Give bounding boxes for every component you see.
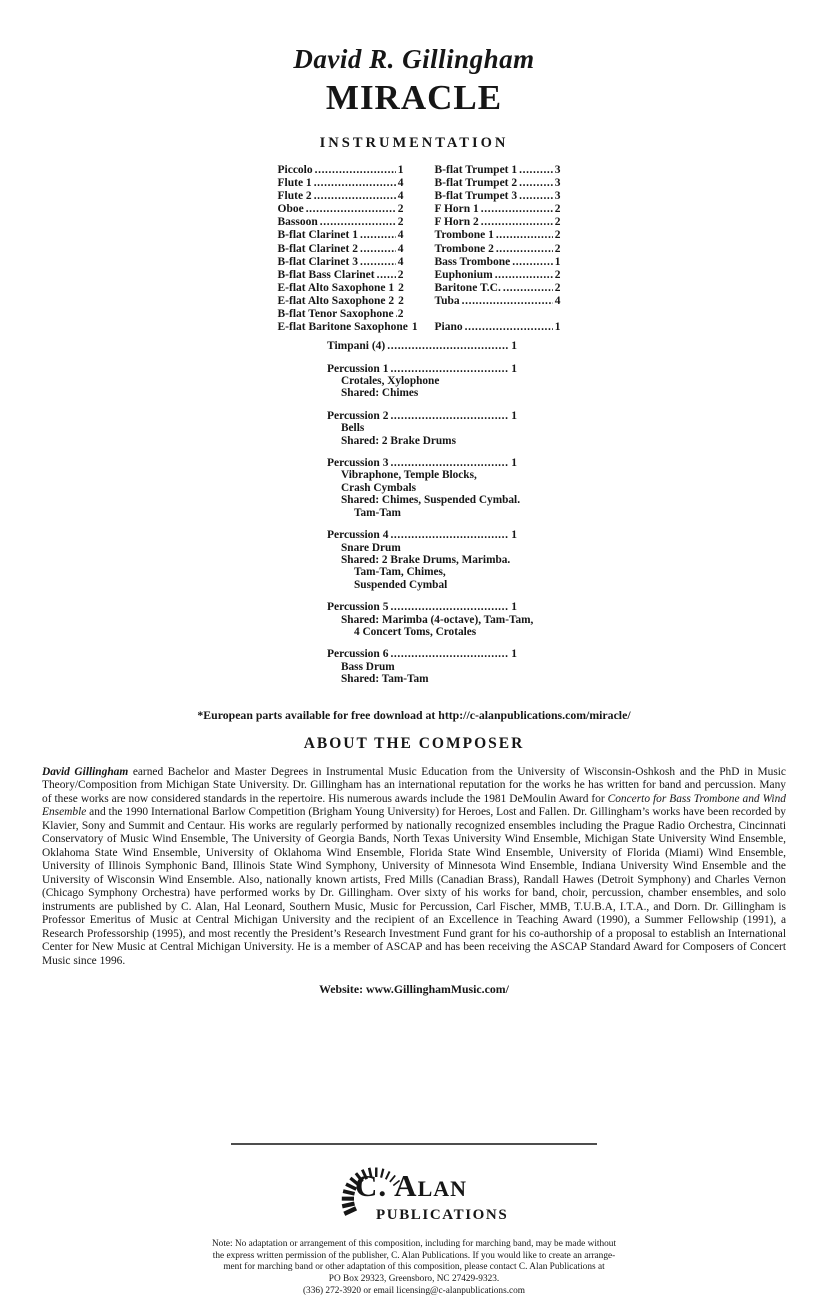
instrument-count: 2 xyxy=(398,308,404,321)
instrument-count: 1 xyxy=(555,321,561,334)
instrument-count: 3 xyxy=(555,164,561,177)
instrument-count: 1 xyxy=(511,457,517,469)
percussion-detail: Shared: Tam-Tam xyxy=(327,673,517,685)
instrument-row xyxy=(278,295,404,308)
percussion-group-6 xyxy=(327,648,517,685)
copyright-note-line: the express written permission of the publisher, C. Alan Publications. If you would like to create an arrange- xyxy=(0,1251,828,1263)
dotted-leader xyxy=(462,295,553,308)
percussion-group-1 xyxy=(327,363,517,400)
instrument-count: 2 xyxy=(555,269,561,282)
instrument-count: 1 xyxy=(555,256,561,269)
dotted-leader xyxy=(512,256,553,269)
instrument-row xyxy=(278,216,404,229)
dotted-leader xyxy=(519,190,553,203)
instrument-label: Percussion 5 xyxy=(327,601,388,613)
dotted-leader xyxy=(390,529,509,541)
instrument-row xyxy=(435,282,561,295)
instrument-count: 1 xyxy=(511,410,517,422)
instrument-label: Trombone 2 xyxy=(435,243,494,256)
instrument-count: 1 xyxy=(511,601,517,613)
instrument-row xyxy=(435,203,561,216)
instrument-count: 1 xyxy=(511,648,517,660)
instrumentation-heading: INSTRUMENTATION xyxy=(0,134,828,152)
dotted-leader xyxy=(320,216,396,229)
publisher-subtitle: PUBLICATIONS xyxy=(376,1206,508,1224)
percussion-detail: Suspended Cymbal xyxy=(327,579,517,591)
instrument-label: Tuba xyxy=(435,295,460,308)
dotted-leader xyxy=(465,321,553,334)
instrument-row xyxy=(327,648,517,660)
copyright-note xyxy=(0,1239,828,1298)
instrument-count: 2 xyxy=(398,216,404,229)
instrument-row xyxy=(435,164,561,177)
dotted-leader xyxy=(360,229,396,242)
instrument-label: E-flat Baritone Saxophone xyxy=(278,321,408,334)
instrument-row xyxy=(278,308,404,321)
instrument-count: 4 xyxy=(398,256,404,269)
instrument-row-piano xyxy=(435,321,561,334)
bio-text-2: and the 1990 International Barlow Competition (Brigham Young University) for Heroes, Lost and Fallen. Dr. Gillingham’s works have been recorded by Klavier, Sony and Summit and Centaur. His works are regularly performed by nationally recognized ensembles including the Prague Radio Orchestra, Cincinnati Conservatory of Music Wind Ensemble, The University of Georgia Bands, North Texas University Wind Ensemble, Michigan State University Wind Ensemble, Oklahoma State Wind Ensemble, University of Oklahoma Wind Ensemble, Florida State Wind Ensemble, University of Florida (Miami) Wind Ensemble, University of Illinois Symphonic Band, Illinois State Wind Symphony, University of Minnesota Wind Ensemble, Indiana University Wind Ensemble and the University of Wisconsin Wind Ensemble. Also, nationally known artists, Fred Mills (Canadian Brass), Randall Hawes (Detroit Symphony) and Charles Vernon (Chicago Symphony Orchestra) have performed works by Dr. Gillingham. Over sixty of his works for band, choir, percussion, chamber ensembles, and solo instruments are published by C. Alan, Hal Leonard, Southern Music, Music for Percussion, Carl Fischer, MMB, T.U.B.A, I.T.A., and Dorn. Dr. Gillingham is Professor Emeritus of Music at Central Michigan University and the recipient of an Excellence in Teaching Award (1990), a Summer Fellowship (1991), a Research Professorship (1995), and most recently the President’s Research Investment Fund grant for his co-authorship of a proposal to establish an International Center for New Music at Central Michigan University. He is a member of ASCAP and has been receiving the ASCAP Standard Award for Composers of Concert Music since 1996. xyxy=(42,806,786,967)
instrument-row xyxy=(278,164,404,177)
instrument-row xyxy=(278,256,404,269)
copyright-note-line: (336) 272-3920 or email licensing@c-alanpublications.com xyxy=(0,1286,828,1298)
instrument-label: B-flat Tenor Saxophone xyxy=(278,308,394,321)
instrument-count: 2 xyxy=(398,269,404,282)
column-spacer xyxy=(435,308,561,321)
instrument-row xyxy=(278,203,404,216)
percussion-detail: Shared: Marimba (4-octave), Tam-Tam, xyxy=(327,614,517,626)
dotted-leader xyxy=(390,410,509,422)
work-title: MIRACLE xyxy=(0,76,828,120)
percussion-group-5 xyxy=(327,601,517,638)
percussion-detail: Tam-Tam, Chimes, xyxy=(327,566,517,578)
instrument-column-left xyxy=(278,164,404,334)
instrument-label: B-flat Trumpet 3 xyxy=(435,190,518,203)
dotted-leader xyxy=(390,648,509,660)
instrument-count: 4 xyxy=(398,243,404,256)
instrument-row xyxy=(278,177,404,190)
dotted-leader xyxy=(496,229,553,242)
instrument-count: 2 xyxy=(555,229,561,242)
instrument-label: Bassoon xyxy=(278,216,318,229)
instrument-label: Piano xyxy=(435,321,463,334)
composer-name: David R. Gillingham xyxy=(0,42,828,76)
copyright-note-line: Note: No adaptation or arrangement of this composition, including for marching band, may be made without xyxy=(0,1239,828,1251)
instrument-row xyxy=(435,295,561,308)
instrument-label: B-flat Clarinet 3 xyxy=(278,256,358,269)
instrument-count: 2 xyxy=(398,282,404,295)
percussion-detail: Tam-Tam xyxy=(327,507,517,519)
instrument-label: Flute 1 xyxy=(278,177,312,190)
percussion-group-2 xyxy=(327,410,517,447)
instrument-row xyxy=(278,243,404,256)
percussion-detail: Vibraphone, Temple Blocks, xyxy=(327,469,517,481)
instrument-row xyxy=(327,340,517,352)
dotted-leader xyxy=(377,269,396,282)
instrument-label: Oboe xyxy=(278,203,304,216)
instrument-label: Percussion 2 xyxy=(327,410,388,422)
instrument-label: Percussion 6 xyxy=(327,648,388,660)
instrument-row xyxy=(435,190,561,203)
website-line: Website: www.GillinghamMusic.com/ xyxy=(0,982,828,996)
instrument-row xyxy=(278,269,404,282)
percussion-detail: Bells xyxy=(327,422,517,434)
instrument-count: 4 xyxy=(398,177,404,190)
instrument-row xyxy=(435,177,561,190)
bio-work-title: Concerto for Bass Trombone and Wind Ensemble xyxy=(42,793,786,819)
instrument-label: Euphonium xyxy=(435,269,493,282)
percussion-detail: Shared: Chimes, Suspended Cymbal. xyxy=(327,494,517,506)
divider-rule xyxy=(231,1143,597,1145)
instrument-count: 4 xyxy=(398,229,404,242)
instrument-label: B-flat Trumpet 1 xyxy=(435,164,518,177)
instrument-count: 1 xyxy=(511,529,517,541)
dotted-leader xyxy=(495,269,553,282)
instrument-row xyxy=(435,256,561,269)
instrument-count: 1 xyxy=(412,321,418,334)
instrument-label: Flute 2 xyxy=(278,190,312,203)
instrument-columns xyxy=(5,164,828,334)
instrument-label: E-flat Alto Saxophone 2 xyxy=(278,295,395,308)
instrument-count: 4 xyxy=(555,295,561,308)
percussion-detail: Shared: Chimes xyxy=(327,387,517,399)
instrument-count: 3 xyxy=(555,177,561,190)
instrument-column-right xyxy=(435,164,561,334)
instrument-count: 2 xyxy=(555,203,561,216)
instrument-row xyxy=(278,282,404,295)
instrument-row xyxy=(278,229,404,242)
instrument-row xyxy=(327,529,517,541)
instrument-row xyxy=(327,457,517,469)
percussion-group-timpani xyxy=(327,340,517,352)
instrument-count: 1 xyxy=(511,363,517,375)
instrument-label: Percussion 3 xyxy=(327,457,388,469)
instrument-row xyxy=(278,190,404,203)
instrument-label: Timpani (4) xyxy=(327,340,385,352)
dotted-leader xyxy=(481,203,553,216)
instrument-count: 1 xyxy=(511,340,517,352)
percussion-detail: 4 Concert Toms, Crotales xyxy=(327,626,517,638)
percussion-group-4 xyxy=(327,529,517,591)
dotted-leader xyxy=(503,282,553,295)
instrument-label: B-flat Trumpet 2 xyxy=(435,177,518,190)
dotted-leader xyxy=(314,177,396,190)
dotted-leader xyxy=(387,340,509,352)
percussion-detail: Crotales, Xylophone xyxy=(327,375,517,387)
instrument-count: 2 xyxy=(555,282,561,295)
dotted-leader xyxy=(481,216,553,229)
percussion-detail: Bass Drum xyxy=(327,661,517,673)
instrument-label: F Horn 1 xyxy=(435,203,479,216)
dotted-leader xyxy=(360,243,396,256)
percussion-list xyxy=(327,340,517,685)
instrument-label: Trombone 1 xyxy=(435,229,494,242)
bio-text-1: earned Bachelor and Master Degrees in Instrumental Music Education from the University of Wisconsin-Oshkosh and the PhD in Music Theory/Composition from Michigan State University. Dr. Gillingham has an international reputation for the works he has written for band and percussion. Many of these works are now considered standards in the repertoire. His numerous awards include the 1981 DeMoulin Award for xyxy=(42,766,786,805)
instrument-count: 4 xyxy=(398,190,404,203)
instrument-label: Percussion 1 xyxy=(327,363,388,375)
copyright-note-line: PO Box 29323, Greensboro, NC 27429-9323. xyxy=(0,1274,828,1286)
copyright-note-line: ment for marching band or other adaptation of this composition, please contact C. Alan Publications at xyxy=(0,1262,828,1274)
instrument-label: Baritone T.C. xyxy=(435,282,501,295)
dotted-leader xyxy=(314,190,396,203)
about-composer-heading: ABOUT THE COMPOSER xyxy=(0,734,828,754)
dotted-leader xyxy=(390,457,509,469)
instrument-row xyxy=(278,321,404,334)
publisher-name: C. Alan xyxy=(355,1169,467,1203)
instrument-label: B-flat Clarinet 1 xyxy=(278,229,358,242)
instrument-count: 2 xyxy=(398,203,404,216)
bio-lead-name: David Gillingham xyxy=(42,766,128,778)
dotted-leader xyxy=(315,164,396,177)
composer-bio xyxy=(42,766,786,969)
instrument-label: Piccolo xyxy=(278,164,313,177)
instrument-count: 3 xyxy=(555,190,561,203)
instrument-count: 2 xyxy=(555,243,561,256)
publisher-logo xyxy=(319,1155,509,1235)
instrument-label: B-flat Clarinet 2 xyxy=(278,243,358,256)
dotted-leader xyxy=(390,601,509,613)
instrument-label: Percussion 4 xyxy=(327,529,388,541)
percussion-detail: Snare Drum xyxy=(327,542,517,554)
european-parts-note: *European parts available for free download at http://c-alanpublications.com/miracle/ xyxy=(0,708,828,722)
percussion-group-3 xyxy=(327,457,517,519)
instrument-label: B-flat Bass Clarinet xyxy=(278,269,375,282)
instrument-row xyxy=(327,601,517,613)
instrument-label: E-flat Alto Saxophone 1 xyxy=(278,282,395,295)
instrument-row xyxy=(327,410,517,422)
instrument-count: 1 xyxy=(398,164,404,177)
dotted-leader xyxy=(519,177,553,190)
percussion-detail: Crash Cymbals xyxy=(327,482,517,494)
instrument-count: 2 xyxy=(555,216,561,229)
dotted-leader xyxy=(519,164,553,177)
instrument-count: 2 xyxy=(398,295,404,308)
instrument-row xyxy=(327,363,517,375)
dotted-leader xyxy=(496,243,553,256)
instrument-label: F Horn 2 xyxy=(435,216,479,229)
percussion-detail: Shared: 2 Brake Drums, Marimba. xyxy=(327,554,517,566)
percussion-detail: Shared: 2 Brake Drums xyxy=(327,435,517,447)
dotted-leader xyxy=(306,203,396,216)
instrument-row xyxy=(435,229,561,242)
instrument-label: Bass Trombone xyxy=(435,256,511,269)
instrument-row xyxy=(435,216,561,229)
dotted-leader xyxy=(360,256,396,269)
instrument-row xyxy=(435,243,561,256)
instrument-row xyxy=(435,269,561,282)
dotted-leader xyxy=(390,363,509,375)
